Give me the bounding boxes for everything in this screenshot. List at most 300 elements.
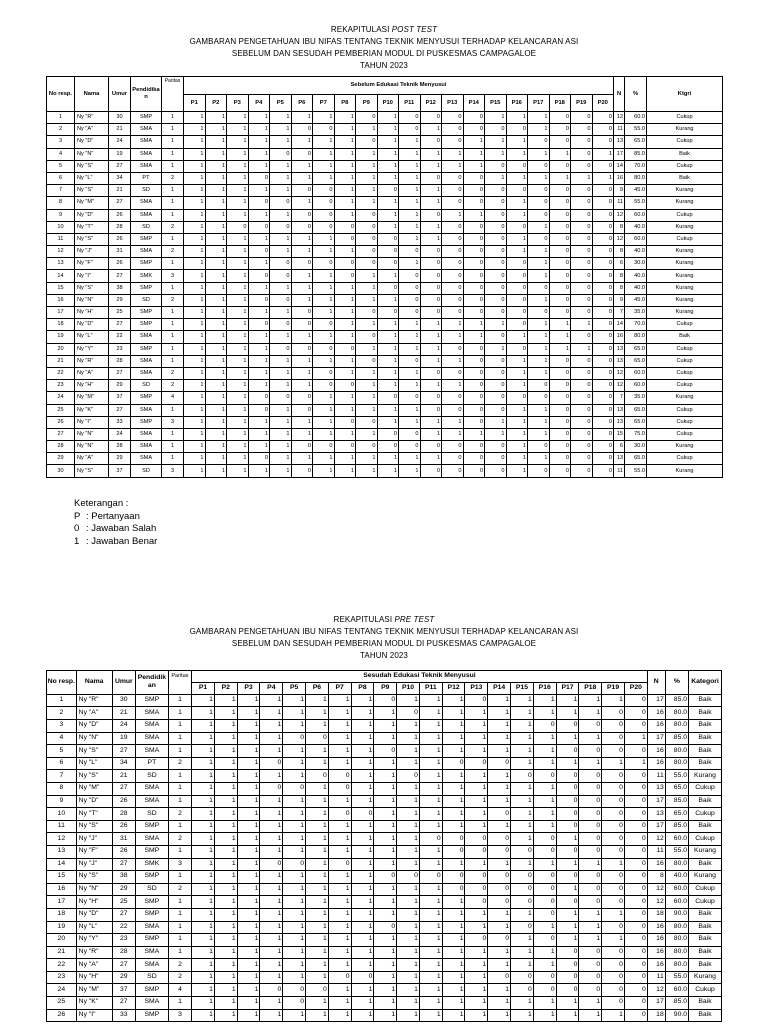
answer-cell: 1 bbox=[328, 757, 351, 770]
question-label: P19 bbox=[602, 682, 625, 694]
answer-cell: 1 bbox=[397, 921, 420, 934]
answer-cell: 1 bbox=[356, 367, 378, 379]
score-pct: 55.0 bbox=[625, 197, 647, 209]
table-row bbox=[47, 465, 723, 477]
posttest-title-line1: REKAPITULASI POST TEST bbox=[330, 25, 438, 34]
answer-cell: 1 bbox=[351, 934, 374, 947]
answer-cell: 1 bbox=[291, 416, 313, 428]
resp-education: SMP bbox=[135, 908, 168, 921]
resp-parity: 1 bbox=[162, 428, 184, 440]
resp-no: 17 bbox=[47, 307, 75, 319]
question-label: P18 bbox=[549, 95, 571, 112]
answer-cell: 0 bbox=[334, 416, 356, 428]
answer-cell: 1 bbox=[356, 465, 378, 477]
answer-cell: 0 bbox=[306, 984, 329, 997]
score-category: Baik bbox=[689, 946, 722, 959]
answer-cell: 0 bbox=[260, 984, 283, 997]
answer-cell: 1 bbox=[374, 757, 397, 770]
answer-cell: 1 bbox=[270, 380, 292, 392]
answer-cell: 1 bbox=[377, 112, 399, 124]
answer-cell: 0 bbox=[248, 197, 270, 209]
answer-cell: 1 bbox=[465, 858, 488, 871]
answer-cell: 1 bbox=[533, 782, 556, 795]
question-label: P3 bbox=[227, 95, 249, 112]
pretest-title-line3: SEBELUM DAN SESUDAH PEMBERIAN MODUL DI PUSKESMAS CAMPAGALOE bbox=[231, 639, 537, 648]
resp-name: Ny "K" bbox=[76, 997, 112, 1010]
answer-cell: 1 bbox=[374, 720, 397, 733]
answer-cell: 1 bbox=[528, 112, 550, 124]
resp-no: 19 bbox=[47, 331, 75, 343]
answer-cell: 1 bbox=[328, 795, 351, 808]
score-category: Kurang bbox=[689, 871, 722, 884]
answer-cell: 1 bbox=[313, 416, 335, 428]
answer-cell: 1 bbox=[506, 380, 528, 392]
answer-cell: 1 bbox=[313, 355, 335, 367]
answer-cell: 1 bbox=[397, 833, 420, 846]
table-row bbox=[47, 197, 723, 209]
question-label: P11 bbox=[399, 95, 421, 112]
answer-cell: 1 bbox=[442, 319, 464, 331]
answer-cell: 1 bbox=[270, 441, 292, 453]
answer-cell: 0 bbox=[377, 282, 399, 294]
answer-cell: 1 bbox=[291, 355, 313, 367]
resp-no: 3 bbox=[47, 720, 77, 733]
score-pct: 80.0 bbox=[665, 946, 688, 959]
score-category: Cukup bbox=[689, 883, 722, 896]
answer-cell: 0 bbox=[602, 808, 625, 821]
answer-cell: 0 bbox=[313, 343, 335, 355]
score-n: 16 bbox=[614, 331, 625, 343]
resp-education: SMA bbox=[135, 946, 168, 959]
answer-cell: 1 bbox=[442, 428, 464, 440]
answer-cell: 0 bbox=[624, 997, 647, 1010]
answer-cell: 0 bbox=[270, 221, 292, 233]
answer-cell: 0 bbox=[533, 896, 556, 909]
score-category: Baik bbox=[689, 858, 722, 871]
answer-cell: 0 bbox=[485, 270, 507, 282]
answer-cell: 1 bbox=[420, 319, 442, 331]
answer-cell: 0 bbox=[442, 845, 465, 858]
answer-cell: 1 bbox=[528, 367, 550, 379]
answer-cell: 0 bbox=[328, 971, 351, 984]
answer-cell: 0 bbox=[334, 258, 356, 270]
answer-cell: 1 bbox=[356, 124, 378, 136]
answer-cell: 1 bbox=[419, 795, 442, 808]
resp-parity: 1 bbox=[168, 997, 191, 1010]
answer-cell: 1 bbox=[291, 160, 313, 172]
answer-cell: 1 bbox=[205, 136, 227, 148]
answer-cell: 0 bbox=[533, 720, 556, 733]
resp-age: 30 bbox=[112, 694, 135, 707]
resp-education: SD bbox=[135, 770, 168, 783]
answer-cell: 1 bbox=[192, 871, 215, 884]
resp-parity: 2 bbox=[162, 172, 184, 184]
answer-cell: 0 bbox=[420, 404, 442, 416]
resp-parity: 1 bbox=[168, 921, 191, 934]
answer-cell: 0 bbox=[549, 160, 571, 172]
header-group: Sebelum Edukasi Teknik Menyusui bbox=[184, 77, 614, 95]
answer-cell: 1 bbox=[351, 820, 374, 833]
table-row bbox=[47, 233, 723, 245]
answer-cell: 1 bbox=[328, 959, 351, 972]
resp-age: 29 bbox=[112, 883, 135, 896]
resp-name: Ny "L" bbox=[76, 921, 112, 934]
answer-cell: 1 bbox=[399, 331, 421, 343]
resp-parity: 3 bbox=[168, 858, 191, 871]
answer-cell: 1 bbox=[237, 707, 260, 720]
answer-cell: 1 bbox=[399, 172, 421, 184]
answer-cell: 1 bbox=[351, 858, 374, 871]
answer-cell: 1 bbox=[602, 694, 625, 707]
resp-name: Ny "F" bbox=[76, 845, 112, 858]
answer-cell: 1 bbox=[351, 896, 374, 909]
answer-cell: 1 bbox=[419, 845, 442, 858]
keterangan-item: P : Pertanyaan bbox=[74, 510, 140, 522]
answer-cell: 0 bbox=[270, 294, 292, 306]
answer-cell: 1 bbox=[283, 959, 306, 972]
resp-parity: 2 bbox=[162, 294, 184, 306]
answer-cell: 1 bbox=[442, 694, 465, 707]
question-label: P17 bbox=[528, 95, 550, 112]
resp-education: SMP bbox=[135, 934, 168, 947]
pretest-body bbox=[47, 694, 722, 1021]
answer-cell: 0 bbox=[549, 112, 571, 124]
resp-name: Ny "A" bbox=[76, 707, 112, 720]
answer-cell: 1 bbox=[214, 694, 237, 707]
answer-cell: 1 bbox=[420, 453, 442, 465]
question-label: P3 bbox=[237, 682, 260, 694]
score-category: Kurang bbox=[647, 282, 723, 294]
question-label: P19 bbox=[571, 95, 593, 112]
answer-cell: 1 bbox=[328, 707, 351, 720]
resp-parity: 1 bbox=[168, 720, 191, 733]
score-pct: 60.0 bbox=[625, 380, 647, 392]
score-pct: 80.0 bbox=[665, 745, 688, 758]
score-n: 11 bbox=[647, 770, 665, 783]
answer-cell: 1 bbox=[506, 209, 528, 221]
answer-cell: 1 bbox=[419, 820, 442, 833]
answer-cell: 0 bbox=[313, 441, 335, 453]
table-row bbox=[47, 934, 722, 947]
answer-cell: 1 bbox=[214, 745, 237, 758]
answer-cell: 0 bbox=[283, 997, 306, 1010]
answer-cell: 1 bbox=[511, 694, 534, 707]
score-pct: 45.0 bbox=[625, 294, 647, 306]
answer-cell: 1 bbox=[237, 934, 260, 947]
answer-cell: 0 bbox=[463, 380, 485, 392]
answer-cell: 1 bbox=[306, 946, 329, 959]
answer-cell: 1 bbox=[291, 112, 313, 124]
answer-cell: 0 bbox=[248, 453, 270, 465]
answer-cell: 1 bbox=[334, 319, 356, 331]
answer-cell: 1 bbox=[374, 997, 397, 1010]
answer-cell: 0 bbox=[485, 233, 507, 245]
score-pct: 70.0 bbox=[625, 160, 647, 172]
resp-no: 16 bbox=[47, 294, 75, 306]
answer-cell: 1 bbox=[351, 795, 374, 808]
answer-cell: 1 bbox=[397, 946, 420, 959]
answer-cell: 1 bbox=[313, 136, 335, 148]
resp-education: SMP bbox=[131, 233, 162, 245]
header-group: Sesudah Edukasi Teknik Menyusui bbox=[192, 671, 648, 683]
resp-name: Ny "M" bbox=[76, 984, 112, 997]
answer-cell: 1 bbox=[192, 1009, 215, 1022]
answer-cell: 1 bbox=[528, 428, 550, 440]
score-n: 8 bbox=[614, 246, 625, 258]
answer-cell: 0 bbox=[356, 221, 378, 233]
answer-cell: 1 bbox=[506, 355, 528, 367]
score-n: 12 bbox=[647, 883, 665, 896]
answer-cell: 0 bbox=[592, 124, 614, 136]
score-n: 17 bbox=[614, 148, 625, 160]
resp-name: Ny "N" bbox=[75, 294, 109, 306]
resp-parity: 1 bbox=[162, 197, 184, 209]
score-category: Cukup bbox=[689, 833, 722, 846]
answer-cell: 1 bbox=[184, 136, 206, 148]
resp-age: 38 bbox=[112, 871, 135, 884]
resp-parity: 1 bbox=[168, 782, 191, 795]
answer-cell: 1 bbox=[270, 209, 292, 221]
answer-cell: 1 bbox=[374, 946, 397, 959]
answer-cell: 1 bbox=[556, 1009, 579, 1022]
answer-cell: 1 bbox=[442, 820, 465, 833]
resp-age: 27 bbox=[112, 959, 135, 972]
resp-parity: 1 bbox=[168, 871, 191, 884]
answer-cell: 1 bbox=[549, 148, 571, 160]
answer-cell: 1 bbox=[334, 465, 356, 477]
score-category: Kurang bbox=[647, 246, 723, 258]
answer-cell: 0 bbox=[356, 416, 378, 428]
answer-cell: 1 bbox=[184, 172, 206, 184]
score-n: 8 bbox=[614, 221, 625, 233]
answer-cell: 1 bbox=[291, 136, 313, 148]
answer-cell: 1 bbox=[283, 820, 306, 833]
answer-cell: 0 bbox=[291, 124, 313, 136]
answer-cell: 1 bbox=[248, 331, 270, 343]
answer-cell: 0 bbox=[260, 858, 283, 871]
answer-cell: 1 bbox=[227, 270, 249, 282]
score-n: 13 bbox=[614, 343, 625, 355]
answer-cell: 1 bbox=[192, 795, 215, 808]
answer-cell: 1 bbox=[533, 795, 556, 808]
table-row bbox=[47, 331, 723, 343]
answer-cell: 1 bbox=[260, 908, 283, 921]
score-n: 17 bbox=[647, 795, 665, 808]
score-pct: 65.0 bbox=[625, 416, 647, 428]
score-category: Kurang bbox=[689, 845, 722, 858]
answer-cell: 1 bbox=[227, 185, 249, 197]
resp-education: SD bbox=[135, 971, 168, 984]
answer-cell: 1 bbox=[214, 795, 237, 808]
answer-cell: 0 bbox=[334, 441, 356, 453]
score-n: 7 bbox=[614, 307, 625, 319]
answer-cell: 1 bbox=[419, 934, 442, 947]
table-row bbox=[47, 959, 722, 972]
answer-cell: 1 bbox=[397, 757, 420, 770]
resp-education: SD bbox=[131, 465, 162, 477]
answer-cell: 0 bbox=[485, 307, 507, 319]
answer-cell: 1 bbox=[237, 997, 260, 1010]
answer-cell: 0 bbox=[356, 246, 378, 258]
answer-cell: 0 bbox=[270, 148, 292, 160]
resp-no: 30 bbox=[47, 465, 75, 477]
answer-cell: 0 bbox=[506, 307, 528, 319]
score-pct: 85.0 bbox=[665, 820, 688, 833]
answer-cell: 1 bbox=[579, 858, 602, 871]
answer-cell: 0 bbox=[571, 185, 593, 197]
answer-cell: 1 bbox=[374, 795, 397, 808]
header-pendidikan: Pendidika n bbox=[131, 77, 162, 112]
answer-cell: 1 bbox=[306, 757, 329, 770]
answer-cell: 1 bbox=[248, 441, 270, 453]
answer-cell: 1 bbox=[313, 392, 335, 404]
table-row bbox=[47, 896, 722, 909]
resp-no: 4 bbox=[47, 148, 75, 160]
table-row bbox=[47, 307, 723, 319]
answer-cell: 1 bbox=[377, 465, 399, 477]
answer-cell: 0 bbox=[356, 331, 378, 343]
answer-cell: 0 bbox=[571, 416, 593, 428]
answer-cell: 0 bbox=[463, 258, 485, 270]
answer-cell: 1 bbox=[334, 294, 356, 306]
answer-cell: 1 bbox=[419, 946, 442, 959]
answer-cell: 0 bbox=[571, 148, 593, 160]
answer-cell: 0 bbox=[571, 453, 593, 465]
resp-age: 26 bbox=[109, 258, 131, 270]
answer-cell: 0 bbox=[334, 343, 356, 355]
score-n: 14 bbox=[614, 160, 625, 172]
answer-cell: 1 bbox=[351, 845, 374, 858]
answer-cell: 1 bbox=[214, 782, 237, 795]
posttest-title-line4: TAHUN 2023 bbox=[360, 61, 408, 70]
resp-age: 26 bbox=[109, 209, 131, 221]
answer-cell: 1 bbox=[205, 380, 227, 392]
resp-parity: 2 bbox=[168, 757, 191, 770]
answer-cell: 1 bbox=[419, 971, 442, 984]
answer-cell: 0 bbox=[533, 770, 556, 783]
answer-cell: 1 bbox=[602, 1009, 625, 1022]
score-category: Kurang bbox=[647, 294, 723, 306]
answer-cell: 1 bbox=[374, 707, 397, 720]
resp-age: 38 bbox=[109, 282, 131, 294]
answer-cell: 1 bbox=[313, 294, 335, 306]
answer-cell: 0 bbox=[485, 185, 507, 197]
answer-cell: 1 bbox=[205, 416, 227, 428]
resp-parity: 2 bbox=[168, 808, 191, 821]
answer-cell: 0 bbox=[602, 984, 625, 997]
answer-cell: 1 bbox=[184, 428, 206, 440]
answer-cell: 0 bbox=[528, 307, 550, 319]
score-n: 17 bbox=[647, 694, 665, 707]
score-pct: 85.0 bbox=[665, 795, 688, 808]
score-n: 12 bbox=[647, 833, 665, 846]
answer-cell: 1 bbox=[528, 221, 550, 233]
answer-cell: 1 bbox=[270, 160, 292, 172]
answer-cell: 0 bbox=[602, 782, 625, 795]
answer-cell: 1 bbox=[184, 416, 206, 428]
score-pct: 80.0 bbox=[665, 757, 688, 770]
answer-cell: 1 bbox=[374, 782, 397, 795]
resp-education: SMP bbox=[135, 984, 168, 997]
answer-cell: 1 bbox=[351, 984, 374, 997]
answer-cell: 0 bbox=[420, 112, 442, 124]
answer-cell: 0 bbox=[579, 984, 602, 997]
answer-cell: 0 bbox=[511, 883, 534, 896]
answer-cell: 1 bbox=[328, 921, 351, 934]
answer-cell: 1 bbox=[506, 453, 528, 465]
answer-cell: 1 bbox=[374, 732, 397, 745]
answer-cell: 0 bbox=[579, 946, 602, 959]
answer-cell: 1 bbox=[488, 858, 511, 871]
score-pct: 60.0 bbox=[625, 233, 647, 245]
answer-cell: 0 bbox=[463, 294, 485, 306]
answer-cell: 0 bbox=[602, 921, 625, 934]
answer-cell: 1 bbox=[397, 845, 420, 858]
answer-cell: 0 bbox=[592, 380, 614, 392]
answer-cell: 0 bbox=[465, 694, 488, 707]
answer-cell: 0 bbox=[549, 270, 571, 282]
question-label: P13 bbox=[442, 95, 464, 112]
answer-cell: 1 bbox=[533, 694, 556, 707]
answer-cell: 1 bbox=[334, 428, 356, 440]
question-label: P18 bbox=[579, 682, 602, 694]
answer-cell: 1 bbox=[442, 707, 465, 720]
answer-cell: 1 bbox=[260, 795, 283, 808]
resp-parity: 2 bbox=[162, 380, 184, 392]
answer-cell: 0 bbox=[528, 233, 550, 245]
answer-cell: 1 bbox=[227, 307, 249, 319]
score-category: Cukup bbox=[647, 112, 723, 124]
answer-cell: 1 bbox=[533, 745, 556, 758]
table-row bbox=[47, 319, 723, 331]
answer-cell: 1 bbox=[397, 971, 420, 984]
answer-cell: 0 bbox=[399, 282, 421, 294]
answer-cell: 0 bbox=[377, 258, 399, 270]
resp-parity: 1 bbox=[162, 233, 184, 245]
resp-no: 15 bbox=[47, 871, 77, 884]
answer-cell: 1 bbox=[205, 441, 227, 453]
answer-cell: 1 bbox=[374, 858, 397, 871]
resp-age: 29 bbox=[112, 971, 135, 984]
answer-cell: 0 bbox=[399, 428, 421, 440]
answer-cell: 0 bbox=[592, 136, 614, 148]
answer-cell: 1 bbox=[397, 896, 420, 909]
answer-cell: 0 bbox=[549, 233, 571, 245]
answer-cell: 1 bbox=[313, 112, 335, 124]
answer-cell: 1 bbox=[192, 808, 215, 821]
resp-no: 12 bbox=[47, 833, 77, 846]
resp-name: Ny "D" bbox=[76, 908, 112, 921]
answer-cell: 1 bbox=[291, 380, 313, 392]
resp-no: 11 bbox=[47, 233, 75, 245]
resp-age: 21 bbox=[112, 770, 135, 783]
answer-cell: 0 bbox=[248, 270, 270, 282]
resp-age: 27 bbox=[112, 745, 135, 758]
score-category: Kurang bbox=[647, 465, 723, 477]
answer-cell: 0 bbox=[556, 782, 579, 795]
answer-cell: 1 bbox=[306, 745, 329, 758]
answer-cell: 0 bbox=[313, 367, 335, 379]
score-category: Baik bbox=[689, 757, 722, 770]
answer-cell: 1 bbox=[184, 453, 206, 465]
answer-cell: 1 bbox=[511, 1009, 534, 1022]
score-category: Baik bbox=[689, 997, 722, 1010]
score-pct: 65.0 bbox=[625, 453, 647, 465]
answer-cell: 1 bbox=[511, 997, 534, 1010]
answer-cell: 1 bbox=[374, 959, 397, 972]
resp-education: SMP bbox=[135, 1009, 168, 1022]
answer-cell: 0 bbox=[313, 221, 335, 233]
